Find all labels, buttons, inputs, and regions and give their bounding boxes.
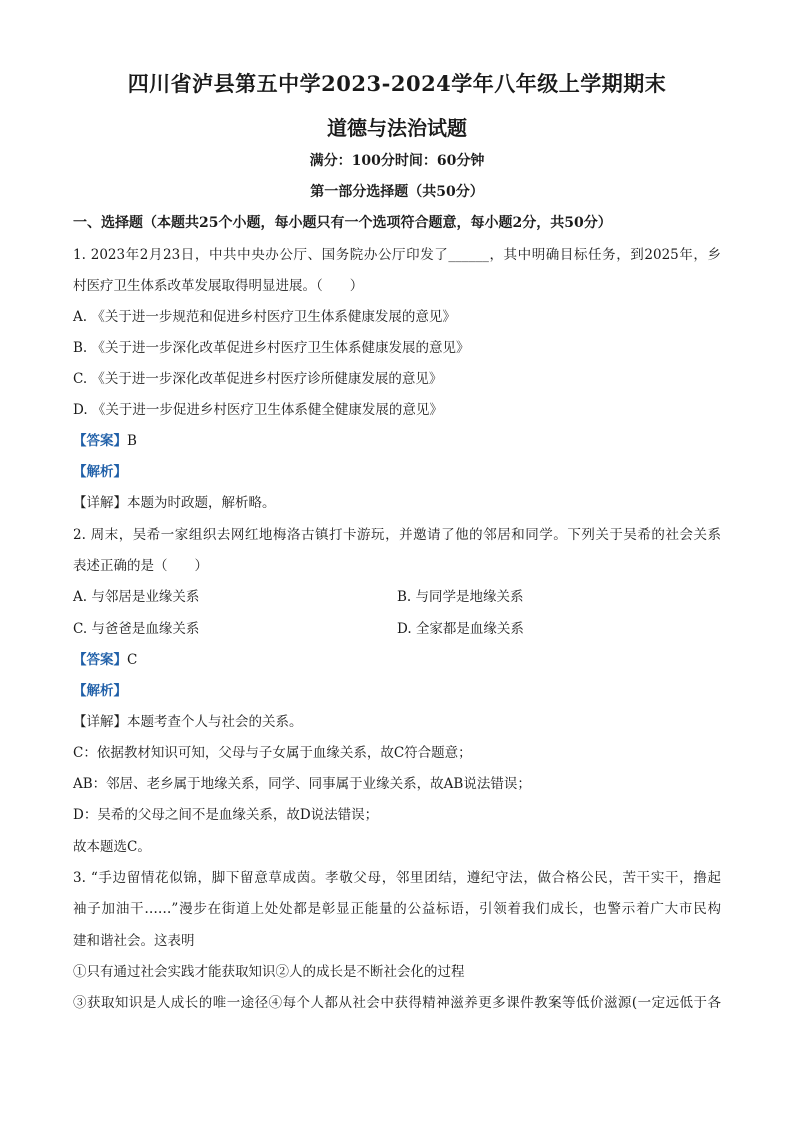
q1-stem-line2: 村医疗卫生体系改革发展取得明显进展。（ ） bbox=[73, 278, 364, 294]
q1-answer bbox=[73, 432, 137, 450]
q1-option-b: B. 《关于进一步深化改革促进乡村医疗卫生体系健康发展的意见》 bbox=[73, 340, 470, 356]
q2-explain-c: C：依据教材知识可知，父母与子女属于血缘关系，故C符合题意； bbox=[73, 745, 472, 761]
q2-answer-tag: 【答案】 bbox=[73, 652, 127, 668]
q1-option-c: C. 《关于进一步深化改革促进乡村医疗诊所健康发展的意见》 bbox=[73, 371, 443, 387]
q2-option-a: A. 与邻居是业缘关系 bbox=[73, 589, 200, 605]
q2-explain-d: D：吴希的父母之间不是血缘关系，故D说法错误； bbox=[73, 807, 379, 823]
q3-stem-line2: 袖子加油干……”漫步在街道上处处都是彰显正能量的公益标语，引领着我们成长，也警示着广大市民构 bbox=[73, 901, 721, 917]
q2-analysis bbox=[73, 682, 127, 700]
q2-detail-tag: 【详解】 bbox=[73, 714, 127, 730]
q3-stem-line1: 3. “手边留情花似锦，脚下留意草成茵。孝敬父母，邻里团结，遵纪守法，做合格公民，苦干实干，撸起 bbox=[73, 870, 721, 886]
q1-answer-tag: 【答案】 bbox=[73, 433, 127, 449]
q1-answer-value: B bbox=[127, 433, 137, 449]
q2-option-b: B. 与同学是地缘关系 bbox=[397, 589, 524, 605]
q2-option-c: C. 与爸爸是血缘关系 bbox=[73, 621, 200, 637]
q1-stem-line1: 1. 2023年2月23日，中共中央办公厅、国务院办公厅印发了______，其中明确目标任务，到2025年，乡 bbox=[73, 247, 721, 263]
q3-choice-line2: ③获取知识是人成长的唯一途径④每个人都从社会中获得精神滋养更多课件教案等低价滋源(一定远低于各 bbox=[73, 995, 721, 1011]
q3-stem-line3: 建和谐社会。这表明 bbox=[73, 933, 195, 949]
q1-analysis bbox=[73, 463, 127, 481]
q2-conclusion: 故本题选C。 bbox=[73, 839, 151, 855]
q1-detail-tag: 【详解】 bbox=[73, 495, 127, 511]
q2-option-d: D. 全家都是血缘关系 bbox=[397, 621, 524, 637]
exam-subject-title: 道德与法治试题 bbox=[327, 116, 467, 140]
q2-stem-line2: 表述正确的是（ ） bbox=[73, 558, 208, 574]
q1-analysis-tag: 【解析】 bbox=[73, 464, 127, 480]
section-heading: 一、选择题（本题共25个小题，每小题只有一个选项符合题意，每小题2分，共50分） bbox=[73, 215, 612, 231]
q2-answer bbox=[73, 651, 137, 669]
q1-option-d: D. 《关于进一步促进乡村医疗卫生体系健全健康发展的意见》 bbox=[73, 402, 443, 418]
q3-choice-line1: ①只有通过社会实践才能获取知识②人的成长是不断社会化的过程 bbox=[73, 964, 465, 980]
q2-analysis-tag: 【解析】 bbox=[73, 683, 127, 699]
q2-explain-ab: AB：邻居、老乡属于地缘关系，同学、同事属于业缘关系，故AB说法错误； bbox=[73, 776, 531, 792]
q1-detail bbox=[73, 494, 276, 512]
q1-detail-text: 本题为时政题，解析略。 bbox=[127, 495, 276, 511]
q2-stem-line1: 2. 周末，吴希一家组织去网红地梅洛古镇打卡游玩，并邀请了他的邻居和同学。下列关于吴希的社会关系 bbox=[73, 527, 721, 543]
q2-answer-value: C bbox=[127, 652, 138, 668]
part-heading: 第一部分选择题（共50分） bbox=[310, 184, 484, 200]
q2-detail-text: 本题考查个人与社会的关系。 bbox=[127, 714, 303, 730]
exam-score-time: 满分：100分时间：60分钟 bbox=[309, 153, 485, 169]
q1-option-a: A. 《关于进一步规范和促进乡村医疗卫生体系健康发展的意见》 bbox=[73, 309, 456, 325]
exam-title: 四川省泸县第五中学2023-2024学年八年级上学期期末 bbox=[127, 71, 667, 96]
q2-detail bbox=[73, 713, 303, 731]
